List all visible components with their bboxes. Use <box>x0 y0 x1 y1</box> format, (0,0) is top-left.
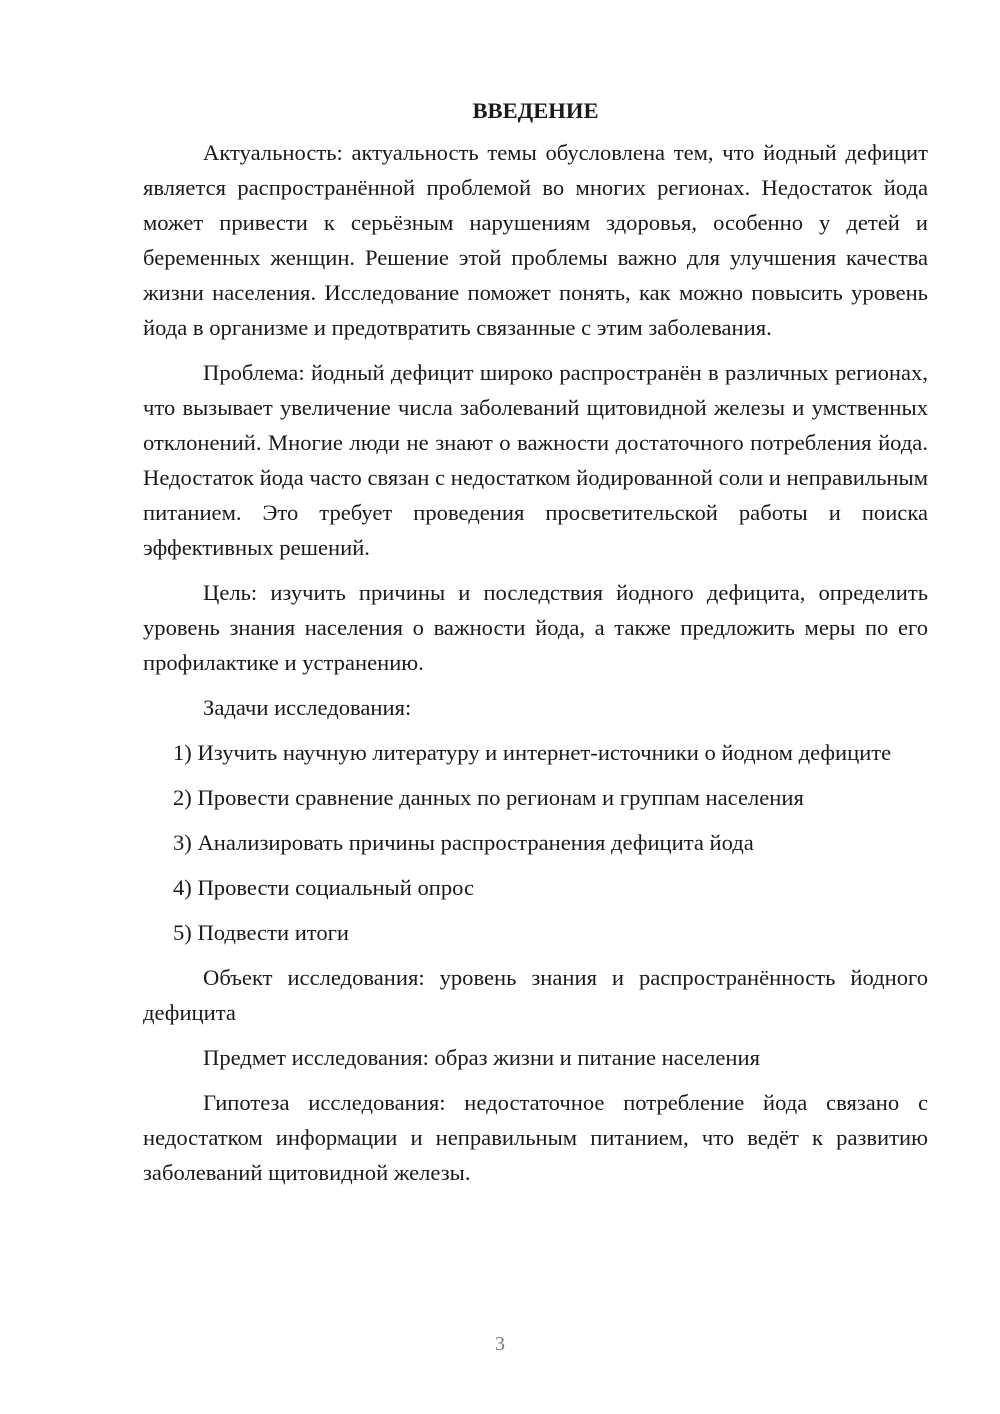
page-content <box>143 96 928 1200</box>
problem-paragraph: Проблема: йодный дефицит широко распространён в различных регионах, что вызывает увеличение числа заболеваний щитовидной железы и умственных отклонений. Многие люди не знают о важности достаточного потребления йода. Недостаток йода часто связан с недостатком йодированной соли и неправильным питанием. Это требует проведения просветительской работы и поиска эффективных решений. <box>143 360 928 560</box>
task-item: 1) Изучить научную литературу и интернет-источники о йодном дефиците <box>173 740 892 765</box>
object-paragraph: Объект исследования: уровень знания и распространённость йодного дефицита <box>143 965 928 1025</box>
page-number: 3 <box>495 1333 505 1355</box>
task-item: 3) Анализировать причины распространения дефицита йода <box>173 830 754 855</box>
section-heading: ВВЕДЕНИЕ <box>472 98 599 123</box>
relevance-paragraph: Актуальность: актуальность темы обусловлена тем, что йодный дефицит является распространённой проблемой во многих регионах. Недостаток йода может привести к серьёзным нарушениям здоровья, особенно у детей и беременных женщин. Решение этой проблемы важно для улучшения качества жизни населения. Исследование поможет понять, как можно повысить уровень йода в организме и предотвратить связанные с этим заболевания. <box>143 140 928 340</box>
tasks-heading: Задачи исследования: <box>203 695 412 720</box>
task-item: 2) Провести сравнение данных по регионам и группам населения <box>173 785 804 810</box>
task-item: 5) Подвести итоги <box>173 920 350 945</box>
subject-paragraph: Предмет исследования: образ жизни и питание населения <box>203 1045 760 1070</box>
goal-paragraph: Цель: изучить причины и последствия йодного дефицита, определить уровень знания населения о важности йода, а также предложить меры по его профилактике и устранению. <box>143 580 928 675</box>
hypothesis-paragraph: Гипотеза исследования: недостаточное потребление йода связано с недостатком информации и неправильным питанием, что ведёт к развитию заболеваний щитовидной железы. <box>143 1090 928 1185</box>
task-item: 4) Провести социальный опрос <box>173 875 475 900</box>
